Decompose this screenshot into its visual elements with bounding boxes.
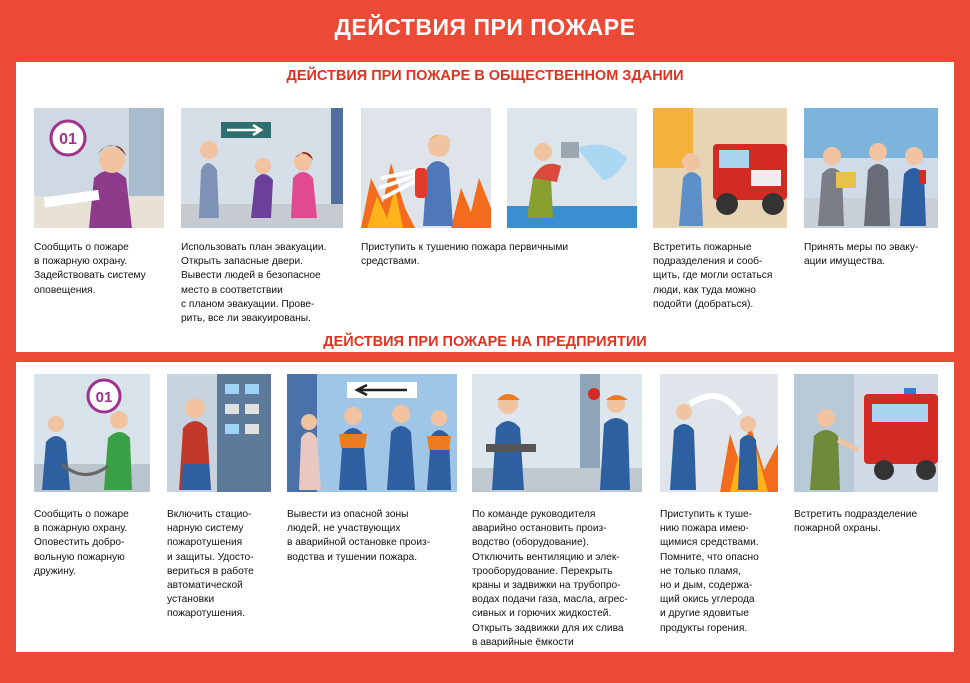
property-evacuation-icon [804, 108, 938, 228]
caption: Приступить к туше- нию пожара имею- щимися средствами. Помните, что опасно не только пламя, но и дым, содержа- щий окись углерода и другие ядовитые продукты горения. [660, 509, 759, 634]
water-bucket-icon [507, 108, 637, 228]
fire-brigade-meeting-icon [794, 374, 938, 492]
evacuation-icon [181, 108, 343, 228]
caption: Сообщить о пожаре в пожарную охрану. Оповестить добро- вольную пожарную дружину. [34, 509, 129, 577]
caption: Приступить к тушению пожара первичными средствами. [361, 242, 569, 268]
caption: Принять меры по эваку- ации имущества. [804, 242, 919, 268]
fire-truck-icon [653, 108, 787, 228]
control-panel-icon [167, 374, 271, 492]
person-phone-icon [34, 108, 164, 228]
workers-alarm-icon [34, 374, 150, 492]
caption: Встретить подразделение пожарной охраны. [794, 509, 918, 535]
workers-evacuation-icon [287, 374, 457, 492]
caption: Сообщить о пожаре в пожарную охрану. Задействовать систему оповещения. [34, 242, 146, 296]
svg-text:01: 01 [59, 131, 77, 148]
caption: Использовать план эвакуации. Открыть запасные двери. Вывести людей в безопасное место в соответствии с планом эвакуации. Прове- рить, все ли эвакуированы. [181, 242, 327, 325]
svg-text:01: 01 [95, 389, 113, 406]
caption: Встретить пожарные подразделения и сооб- щить, где могли остаться люди, как туда можно подойти (добраться). [653, 242, 773, 310]
section-title-enterprise: ДЕЙСТВИЯ ПРИ ПОЖАРЕ НА ПРЕДПРИЯТИИ [323, 334, 647, 350]
firefighting-workers-icon [660, 374, 778, 492]
section-title-public: ДЕЙСТВИЯ ПРИ ПОЖАРЕ В ОБЩЕСТВЕННОМ ЗДАНИИ [286, 68, 684, 84]
equipment-shutdown-icon [472, 374, 642, 492]
page-title: ДЕЙСТВИЯ ПРИ ПОЖАРЕ [334, 14, 636, 40]
caption: Вывести из опасной зоны людей, не участвующих в аварийной остановке произ- водства и тушении пожара. [287, 509, 431, 563]
fire-extinguisher-icon [361, 108, 491, 228]
caption: Включить стацио- нарную систему пожаротушения и защиты. Удосто- вериться в работе автоматической установки пожаротушения. [167, 509, 254, 620]
caption: По команде руководителя аварийно остановить произ- водство (оборудование). Отключить вентиляцию и элек- трооборудование. Перекрыть краны и задвижки на трубопро- водах подачи газа, масла, агрес- сивных и горючих жидкостей. Открыть задвижки для их слива в аварийные ёмкости [472, 509, 628, 648]
